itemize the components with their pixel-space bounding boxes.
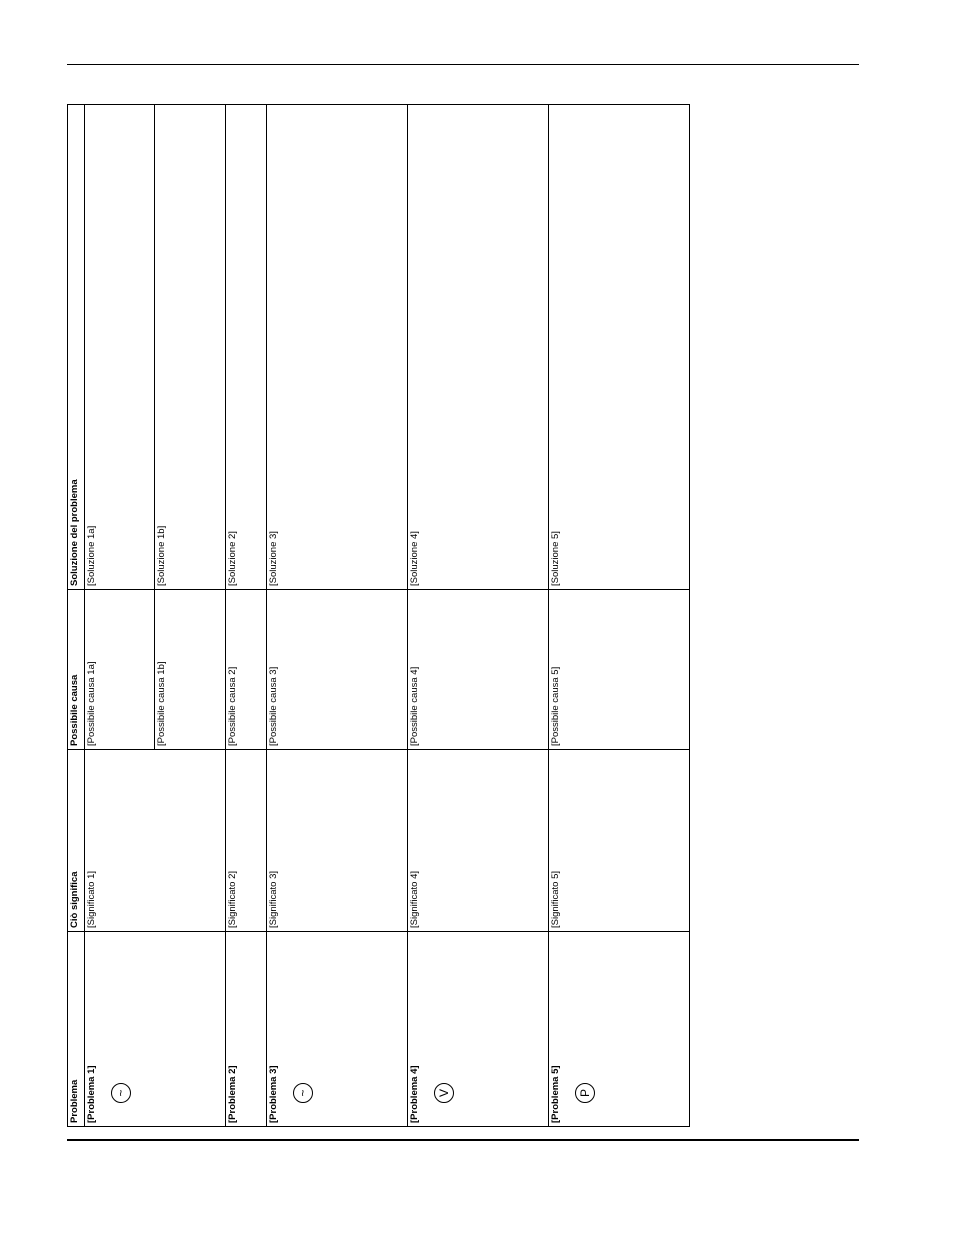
problem-cell — [225, 932, 266, 1127]
meaning-cell: [Significato 5] — [549, 750, 690, 932]
header-cause: Possibile causa — [68, 590, 85, 750]
solution-cell: [Soluzione 2] — [225, 105, 266, 590]
solution-cell: [Soluzione 1b] — [155, 105, 225, 590]
cause-cell: [Possibile causa 3] — [267, 590, 408, 750]
solution-cell: [Soluzione 5] — [549, 105, 690, 590]
header-row — [68, 105, 85, 1127]
meaning-cell: [Significato 4] — [408, 750, 549, 932]
footer-rule — [67, 1139, 859, 1141]
header-problem: Problema — [68, 932, 85, 1127]
meaning-cell: [Significato 1] — [85, 750, 226, 932]
voltage-symbol-icon: V — [434, 1083, 454, 1103]
table-row — [267, 105, 408, 1127]
problem-cell — [267, 932, 408, 1127]
problem-cell — [549, 932, 690, 1127]
led-symbol-icon: ~ — [111, 1083, 131, 1103]
led-symbol-icon: ~ — [293, 1083, 313, 1103]
cause-cell: [Possibile causa 4] — [408, 590, 549, 750]
solution-cell: [Soluzione 3] — [267, 105, 408, 590]
header-meaning: Ciò significa — [68, 750, 85, 932]
problem-text: [Problema 5] — [550, 1065, 562, 1123]
solution-cell: [Soluzione 1a] — [85, 105, 155, 590]
table-row — [408, 105, 549, 1127]
solution-cell: [Soluzione 4] — [408, 105, 549, 590]
cause-cell: [Possibile causa 5] — [549, 590, 690, 750]
table-row — [85, 105, 155, 1127]
problem-cell — [85, 932, 226, 1127]
problem-text: [Problema 1] — [86, 1065, 97, 1123]
meaning-cell: [Significato 3] — [267, 750, 408, 932]
troubleshooting-table — [67, 104, 690, 1127]
cause-cell: [Possibile causa 1b] — [155, 590, 225, 750]
pressure-symbol-icon: P — [575, 1083, 595, 1103]
header-rule — [67, 64, 859, 65]
troubleshooting-table-rotated — [67, 105, 690, 1127]
table-row — [549, 105, 690, 1127]
table-row — [225, 105, 266, 1127]
problem-text: [Problema 2] — [226, 1065, 238, 1123]
problem-cell — [408, 932, 549, 1127]
problem-text: [Problema 4] — [409, 1065, 421, 1123]
header-solution: Soluzione del problema — [68, 105, 85, 590]
problem-text: [Problema 3] — [268, 1065, 280, 1123]
meaning-cell: [Significato 2] — [225, 750, 266, 932]
cause-cell: [Possibile causa 2] — [225, 590, 266, 750]
cause-cell: [Possibile causa 1a] — [85, 590, 155, 750]
